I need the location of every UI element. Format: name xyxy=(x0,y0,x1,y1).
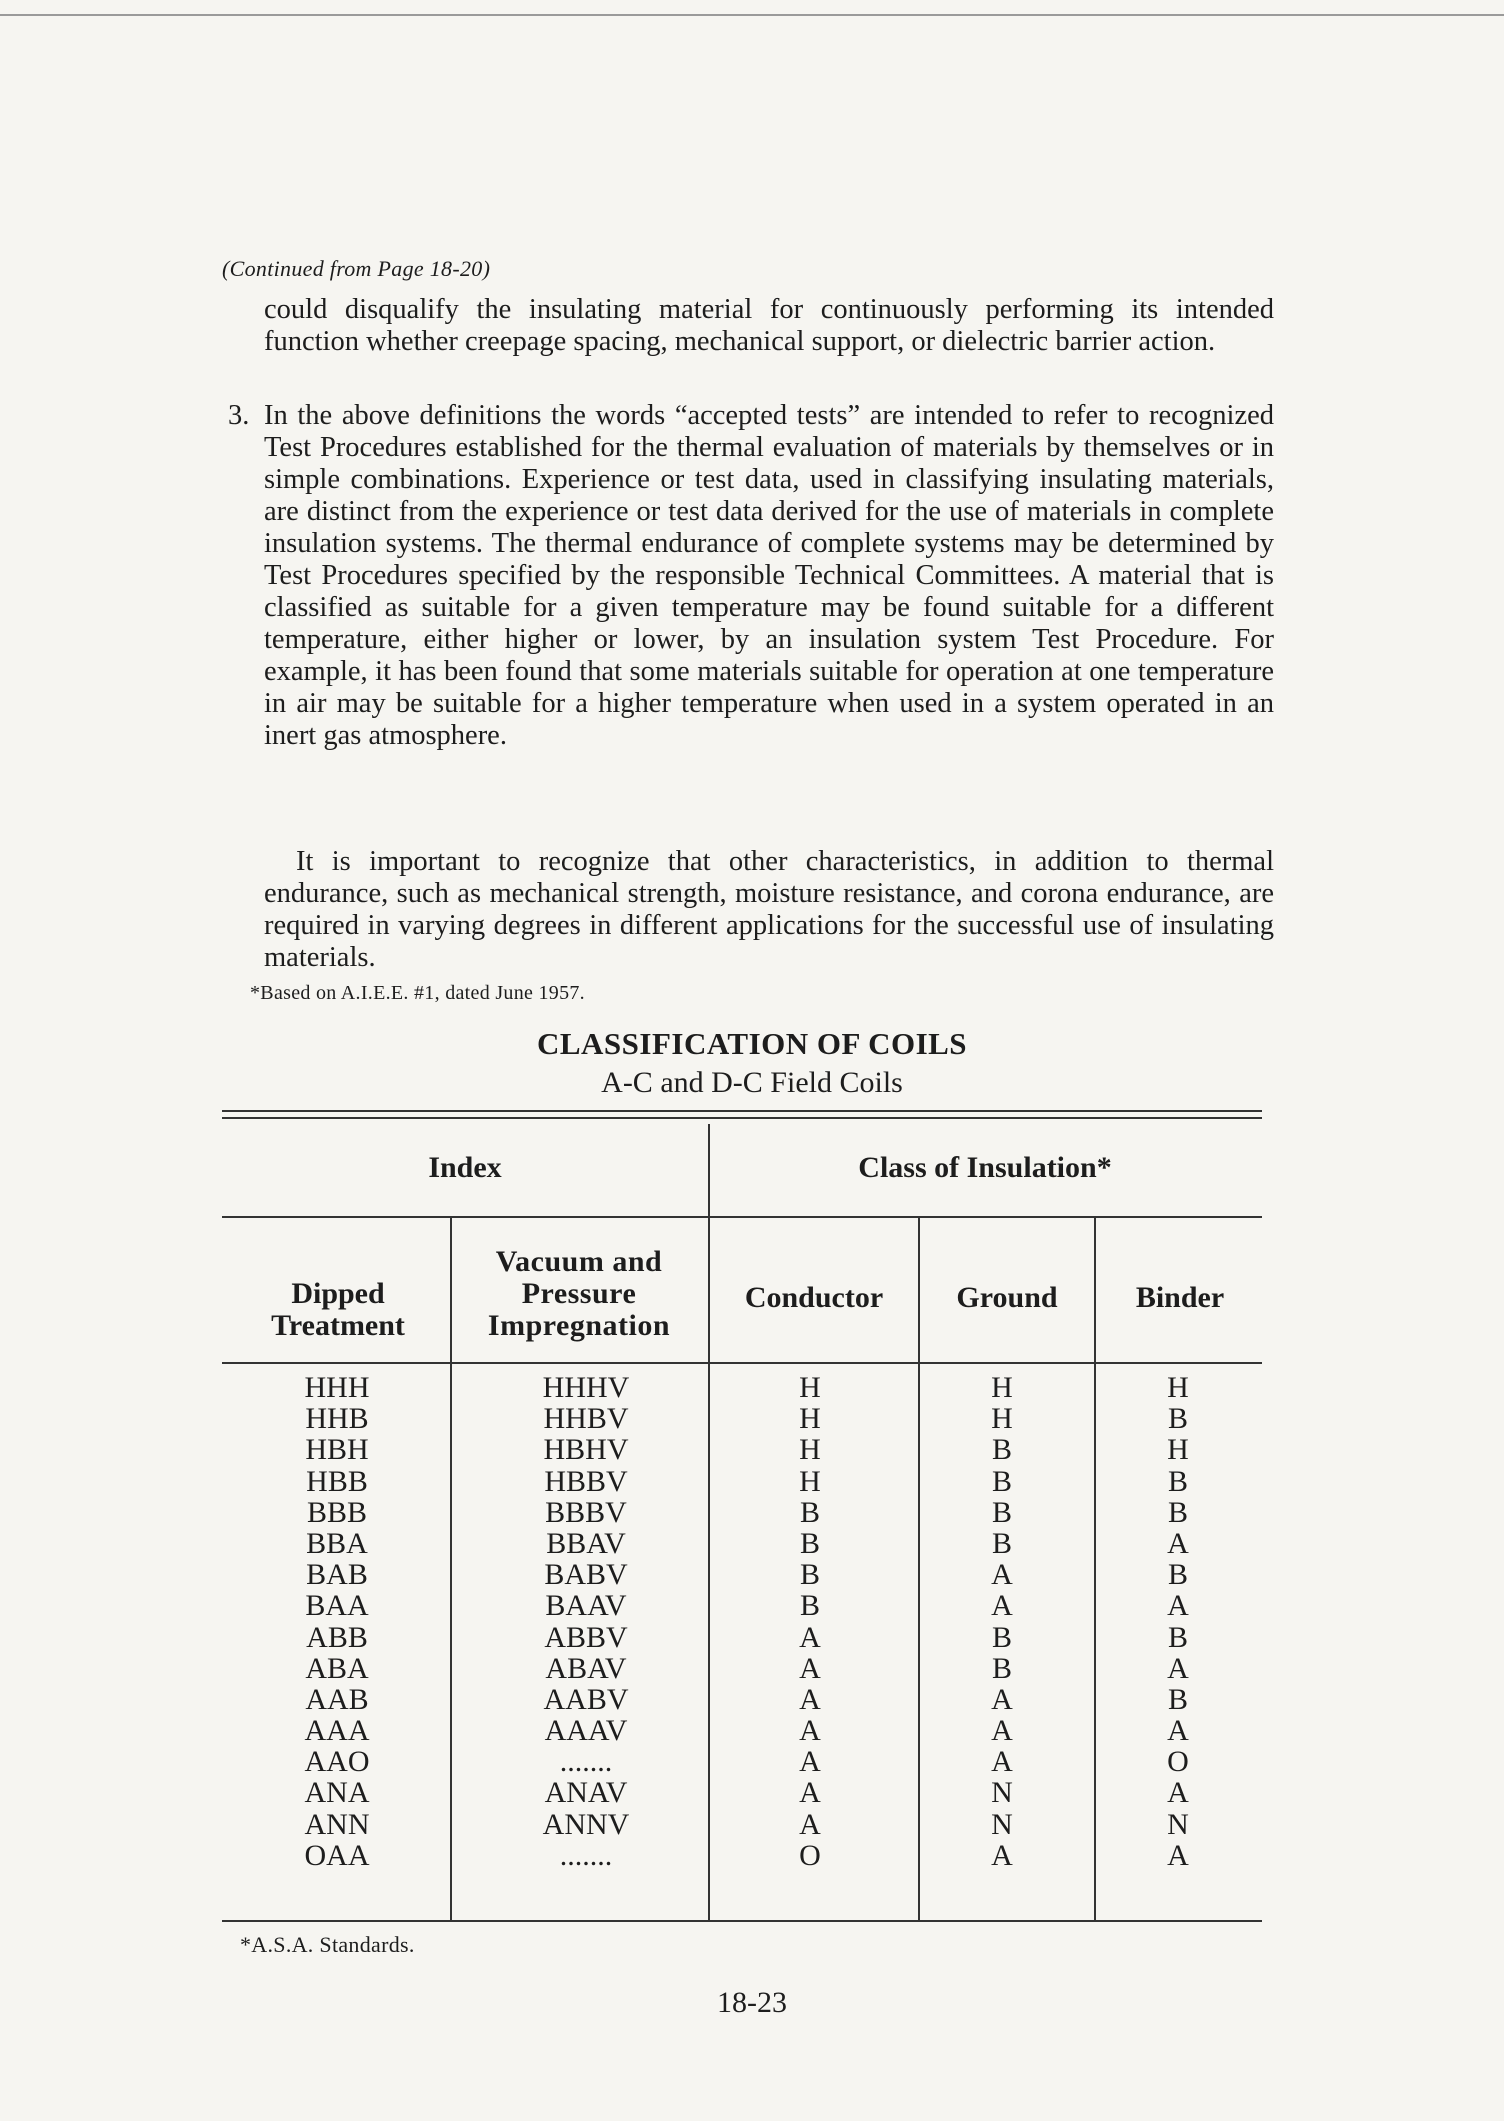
table-divider-conductor-ground xyxy=(918,1216,920,1920)
table-cell-binder: B xyxy=(1167,1402,1188,1436)
table-cell-vacuum: ANAV xyxy=(544,1776,628,1810)
column-binder xyxy=(1128,1372,1228,1871)
table-cell-ground: A xyxy=(991,1745,1013,1779)
table-cell-binder: A xyxy=(1167,1776,1189,1810)
table-cell-vacuum: ANNV xyxy=(542,1807,630,1841)
table-cell-conductor: H xyxy=(799,1371,821,1404)
table-cell-vacuum: HBHV xyxy=(543,1433,629,1467)
table-cell-dipped: ABA xyxy=(305,1651,369,1685)
page-number: 18-23 xyxy=(717,1986,787,2019)
table-cell-binder: A xyxy=(1167,1838,1189,1872)
table-cell-conductor: A xyxy=(799,1807,821,1841)
list-item-number: 3. xyxy=(228,400,250,431)
table-cell-dipped: BBA xyxy=(306,1526,368,1560)
table-divider-dipped-vacuum xyxy=(450,1216,452,1920)
table-cell-vacuum: BBAV xyxy=(546,1526,626,1560)
header-ground: Ground xyxy=(956,1281,1058,1314)
table-cell-dipped: AAO xyxy=(304,1745,370,1779)
table-cell-ground: H xyxy=(991,1402,1013,1436)
table-cell-vacuum: BBBV xyxy=(545,1495,627,1529)
table-cell-conductor: A xyxy=(799,1682,821,1716)
table-cell-dipped: HHB xyxy=(305,1402,369,1436)
column-conductor xyxy=(760,1372,860,1871)
table-rule-top-2 xyxy=(222,1117,1262,1119)
table-cell-vacuum: HHHV xyxy=(542,1371,630,1404)
table-cell-ground: A xyxy=(991,1558,1013,1592)
table-cell-vacuum: ABBV xyxy=(544,1620,628,1654)
table-cell-ground: B xyxy=(991,1620,1012,1654)
table-cell-binder: N xyxy=(1167,1807,1189,1841)
table-cell-dipped: AAA xyxy=(304,1714,370,1748)
table-cell-dipped: OAA xyxy=(304,1838,370,1872)
table-cell-dipped: ANA xyxy=(304,1776,370,1810)
table-cell-vacuum: ....... xyxy=(559,1838,613,1872)
table-cell-ground: A xyxy=(991,1714,1013,1748)
footnote-aiee: *Based on A.I.E.E. #1, dated June 1957. xyxy=(250,982,585,1004)
table-subtitle: A-C and D-C Field Coils xyxy=(601,1066,903,1099)
table-cell-conductor: O xyxy=(799,1838,821,1872)
header-dipped-treatment: Dipped Treatment xyxy=(271,1277,405,1342)
table-cell-vacuum: BABV xyxy=(544,1558,628,1592)
column-dipped-treatment xyxy=(242,1372,432,1871)
table-cell-dipped: BAB xyxy=(306,1558,368,1592)
table-cell-vacuum: HBBV xyxy=(544,1464,628,1498)
table-cell-conductor: H xyxy=(799,1433,821,1467)
table-cell-binder: A xyxy=(1167,1714,1189,1748)
table-cell-conductor: B xyxy=(799,1558,820,1592)
table-cell-vacuum: BAAV xyxy=(545,1589,627,1623)
table-cell-binder: B xyxy=(1167,1558,1188,1592)
table-cell-conductor: A xyxy=(799,1620,821,1654)
list-item-3 xyxy=(228,400,1274,752)
table-cell-conductor: H xyxy=(799,1464,821,1498)
table-cell-dipped: BAA xyxy=(305,1589,369,1623)
table-title: CLASSIFICATION OF COILS xyxy=(536,1026,968,1061)
table-cell-dipped: HHH xyxy=(304,1371,370,1404)
column-ground xyxy=(952,1372,1052,1871)
table-cell-vacuum: ....... xyxy=(559,1745,613,1779)
table-cell-ground: A xyxy=(991,1838,1013,1872)
column-vacuum-pressure xyxy=(486,1372,686,1871)
table-cell-dipped: HBB xyxy=(306,1464,368,1498)
table-rule-header xyxy=(222,1362,1262,1364)
table-cell-ground: N xyxy=(991,1807,1013,1841)
footnote-asa: *A.S.A. Standards. xyxy=(240,1932,415,1957)
table-cell-ground: B xyxy=(991,1464,1012,1498)
table-cell-dipped: ABB xyxy=(306,1620,368,1654)
table-rule-top-1 xyxy=(222,1110,1262,1112)
table-cell-ground: H xyxy=(991,1371,1013,1404)
table-cell-ground: B xyxy=(991,1495,1012,1529)
table-rule-group xyxy=(222,1216,1262,1218)
table-cell-ground: B xyxy=(991,1433,1012,1467)
table-cell-conductor: A xyxy=(799,1776,821,1810)
table-cell-conductor: B xyxy=(799,1526,820,1560)
table-cell-conductor: B xyxy=(799,1495,820,1529)
table-cell-vacuum: AABV xyxy=(543,1682,629,1716)
continued-note: (Continued from Page 18-20) xyxy=(222,256,491,281)
table-cell-conductor: B xyxy=(799,1589,820,1623)
table-cell-vacuum: AAAV xyxy=(544,1714,628,1748)
table-cell-binder: A xyxy=(1167,1589,1189,1623)
header-binder: Binder xyxy=(1135,1281,1225,1314)
table-cell-dipped: AAB xyxy=(305,1682,369,1716)
table-rule-bottom xyxy=(222,1920,1262,1922)
table-cell-binder: H xyxy=(1167,1371,1189,1404)
table-cell-binder: H xyxy=(1167,1433,1189,1467)
table-cell-dipped: ANN xyxy=(304,1807,370,1841)
table-cell-dipped: BBB xyxy=(306,1495,368,1529)
table-cell-dipped: HBH xyxy=(305,1433,369,1467)
table-cell-conductor: A xyxy=(799,1745,821,1779)
list-item-text: In the above definitions the words “accepted tests” are intended to refer to recognized Test Procedures established for the thermal evaluation of materials by themselves or in simple combinations. Experience or test data, used in classifying insulating materials, are distinct from the experience or test data derived for the use of materials in complete insulation systems. The thermal endurance of complete systems may be determined by Test Procedures specified by the responsible Technical Committees. A material that is classified as suitable for a given temperature may be found suitable for a different temperature, either higher or lower, by an insulation system Test Procedure. For example, it has been found that some materials suitable for operation at one temperature in air may be suitable for a higher temperature when used in a system operated in an inert gas atmosphere. xyxy=(264,400,1274,751)
table-cell-vacuum: HHBV xyxy=(543,1402,629,1436)
table-cell-ground: N xyxy=(991,1776,1013,1810)
top-edge-rule xyxy=(0,14,1504,16)
header-conductor: Conductor xyxy=(744,1281,884,1314)
table-divider-index-class xyxy=(708,1124,710,1920)
table-cell-binder: B xyxy=(1167,1495,1188,1529)
table-cell-ground: A xyxy=(991,1682,1013,1716)
header-class-of-insulation: Class of Insulation* xyxy=(858,1151,1112,1184)
table-cell-binder: B xyxy=(1167,1464,1188,1498)
table-divider-ground-binder xyxy=(1094,1216,1096,1920)
header-vacuum-pressure: Vacuum and Pressure Impregnation xyxy=(487,1245,671,1342)
table-cell-conductor: A xyxy=(799,1651,821,1685)
paragraph-continued: could disqualify the insulating material for continuously performing its intended function whether creepage spacing, mechanical support, or dielectric barrier action. xyxy=(264,294,1274,357)
table-cell-binder: O xyxy=(1167,1745,1189,1779)
table-cell-binder: A xyxy=(1167,1526,1189,1560)
table-cell-binder: B xyxy=(1167,1682,1188,1716)
table-cell-ground: B xyxy=(991,1526,1012,1560)
table-cell-conductor: H xyxy=(799,1402,821,1436)
table-cell-ground: A xyxy=(991,1589,1013,1623)
table-cell-binder: B xyxy=(1167,1620,1188,1654)
table-cell-ground: B xyxy=(991,1651,1012,1685)
table-cell-vacuum: ABAV xyxy=(545,1651,627,1685)
paragraph-characteristics: It is important to recognize that other characteristics, in addition to thermal endurance, such as mechanical strength, moisture resistance, and corona endurance, are required in varying degrees in different applications for the successful use of insulating materials. xyxy=(264,846,1274,973)
table-cell-binder: A xyxy=(1167,1651,1189,1685)
table-cell-conductor: A xyxy=(799,1714,821,1748)
header-index: Index xyxy=(428,1151,502,1184)
